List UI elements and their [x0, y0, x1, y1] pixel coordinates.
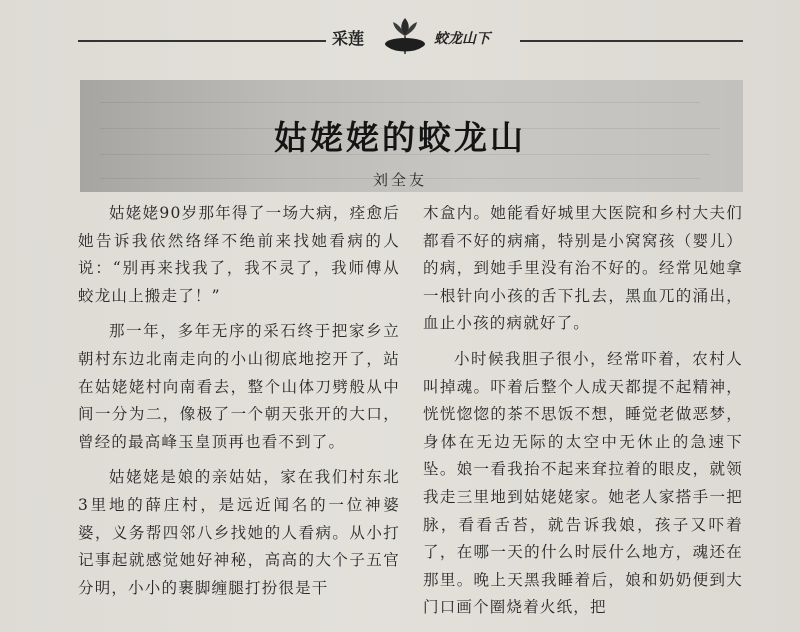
book-title: 蛟龙山下 — [434, 31, 490, 47]
paragraph: 那一年，多年无序的采石终于把家乡立朝村东边北南走向的小山彻底地挖开了，站在姑姥姥村向南看去，整个山体刀劈般从中间一分为二，像极了一个朝天张开的大口，曾经的最高峰玉皇顶再也看不到了。 — [78, 322, 400, 451]
header-rule-left — [78, 40, 326, 42]
paragraph: 姑姥姥90岁那年得了一场大病，痊愈后她告诉我依然络绎不绝前来找她看病的人说：“别再来找我了，我不灵了，我师傅从蛟龙山上搬走了！” — [78, 204, 400, 305]
right-column — [423, 200, 743, 622]
paragraph: 姑姥姥是娘的亲姑姑，家在我们村东北3里地的薛庄村，是远近闻名的一位神婆婆，义务帮四邻八乡找她的人看病。从小打记事起就感觉她好神秘，高高的大个子五官分明，小小的裹脚缠腿打扮很是干 — [78, 468, 400, 597]
paragraph-continuation: 木盒内。她能看好城里大医院和乡村大夫们都看不好的病痛，特别是小窝窝孩（婴儿）的病，到她手里没有治不好的。经常见她拿一根针向小孩的舌下扎去，黑血兀的涌出，血止小孩的病就好了。 — [423, 204, 743, 333]
article-title: 姑姥姥的蛟龙山 — [274, 118, 526, 157]
author-name: 刘全友 — [372, 171, 427, 189]
paragraph: 小时候我胆子很小，经常吓着，农村人叫掉魂。吓着后整个人成天都提不起精神，恍恍惚惚的茶不思饭不想，睡觉老做恶梦，身体在无边无际的太空中无休止的急速下坠。娘一看我抬不起来耷拉着的眼皮，就领我走三里地到姑姥姥家。她老人家搭手一把脉，看看舌苔，就告诉我娘，孩子又吓着了，在哪一天的什么时辰什么地方，魂还在那里。晚上天黑我睡着后，娘和奶奶便到大门口画个圈烧着火纸，把 — [423, 349, 743, 617]
header-rule-right — [520, 40, 743, 42]
section-name: 采莲 — [332, 29, 365, 48]
left-column — [78, 200, 400, 602]
lotus-icon — [378, 14, 432, 62]
running-header — [78, 22, 743, 58]
